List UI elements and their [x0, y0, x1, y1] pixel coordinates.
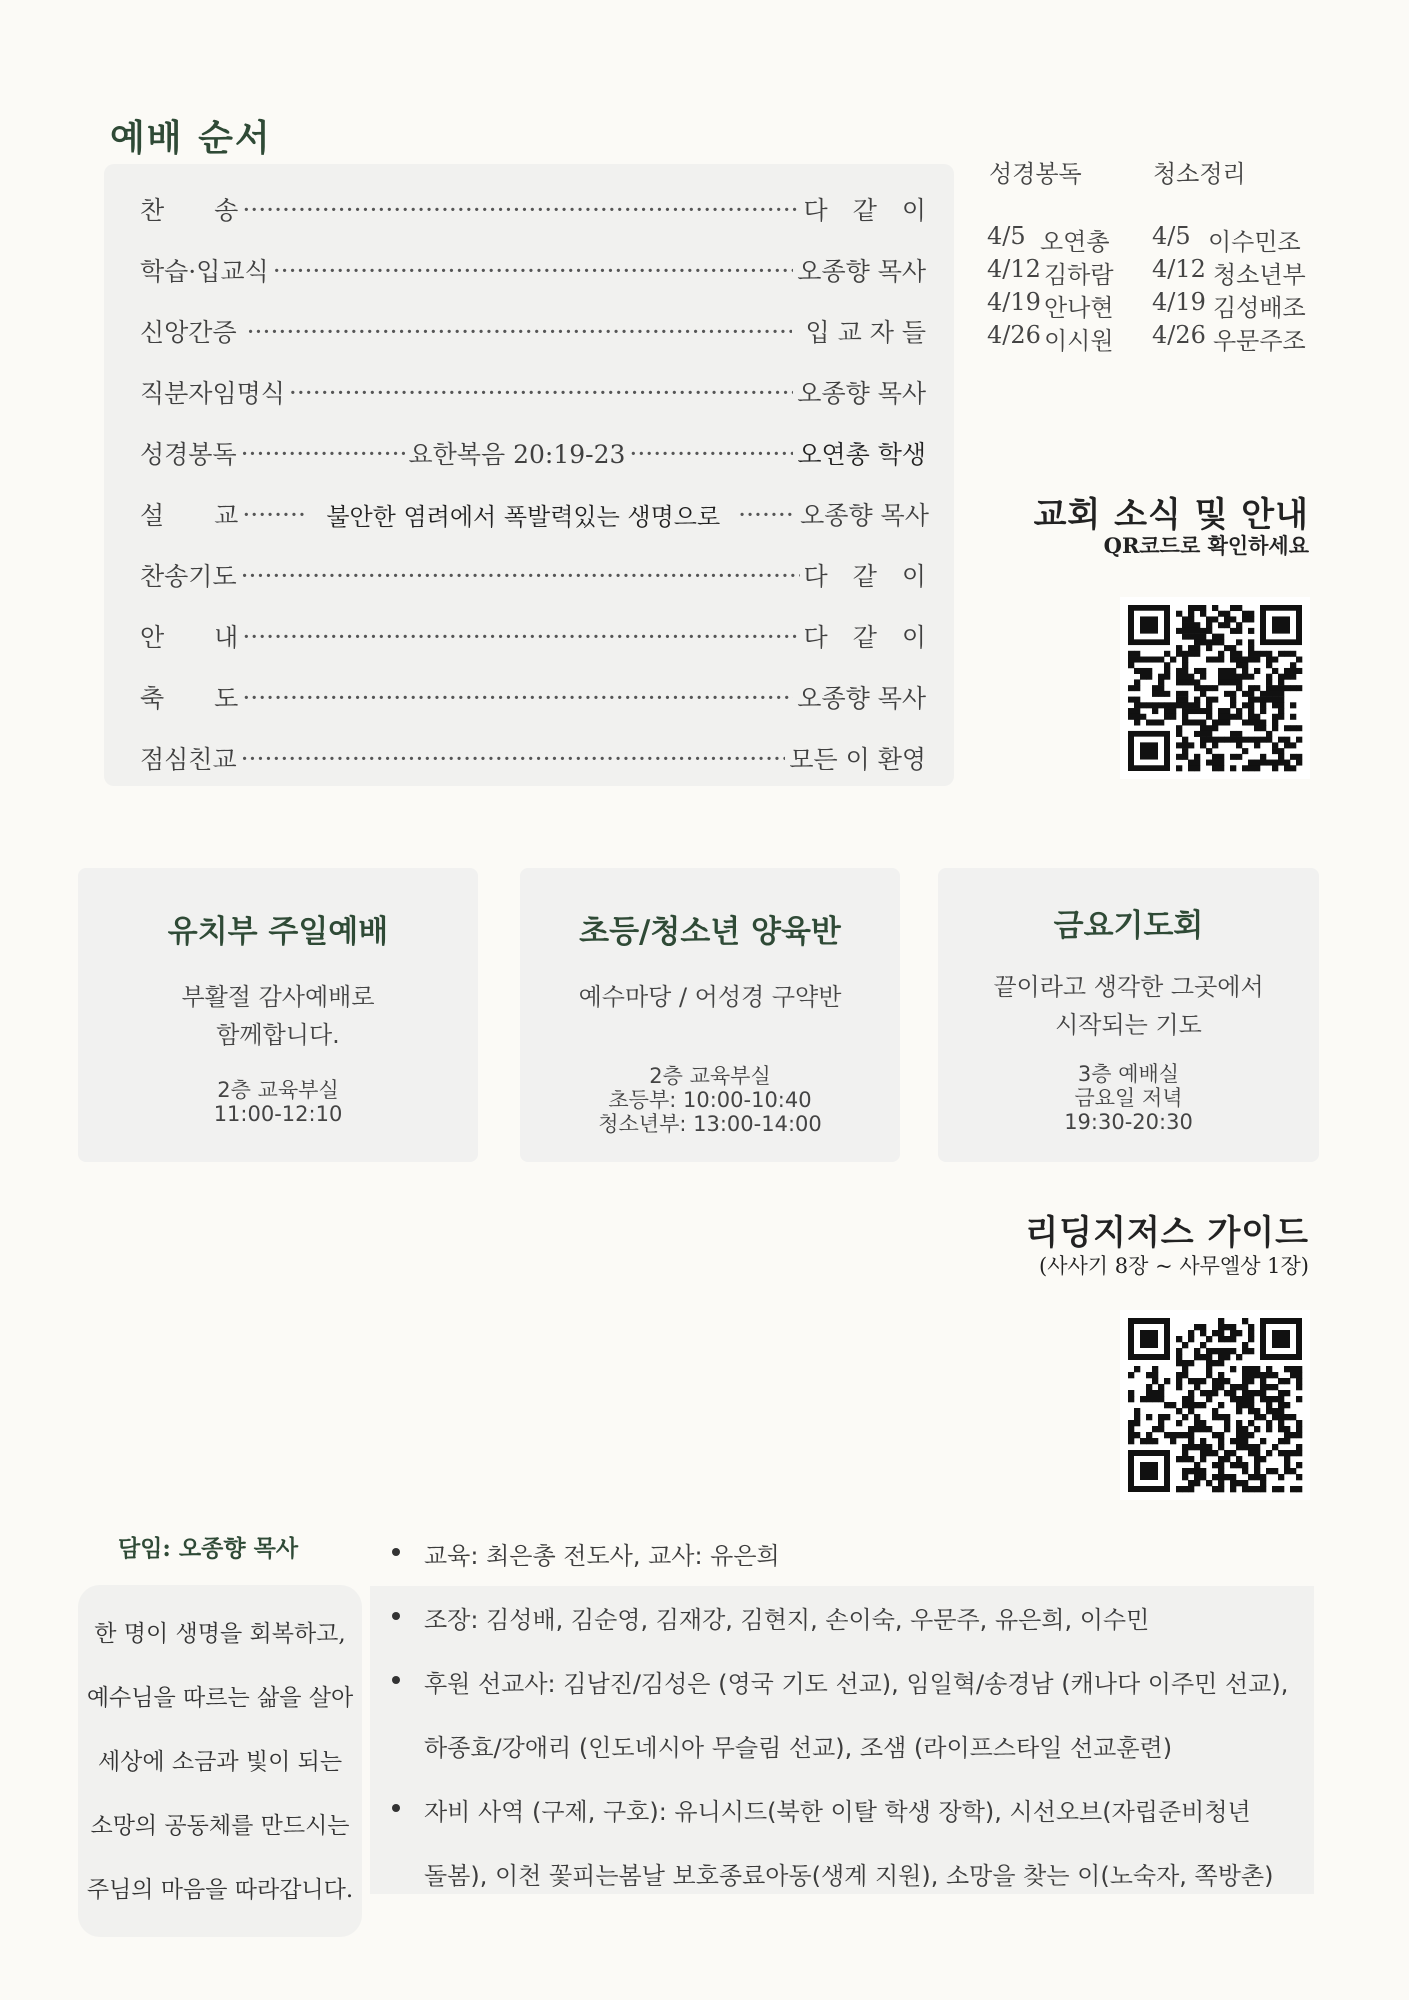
- bullet-icon: [392, 1676, 400, 1684]
- order-row: [140, 189, 926, 229]
- mercy-ministry-line: 돌봄), 이천 꽃피는봄날 보호종료아동(생계 지원), 소망을 찾는 이(노숙자, 쪽방촌): [424, 1862, 1274, 1890]
- order-passage: 요한복음 20:19-23: [408, 440, 626, 469]
- missionaries-line: 후원 선교사: 김남진/김성은 (영국 기도 선교), 임일혁/송경남 (캐나다 이주민 선교),: [424, 1670, 1289, 1698]
- order-row: [140, 433, 926, 473]
- card-title: 유치부 주일예배: [167, 914, 389, 950]
- church-news-subtitle: QR코드로 확인하세요: [1103, 533, 1309, 558]
- cleaning-date: 4/26: [1152, 321, 1206, 349]
- vision-line: 예수님을 따르는 삶을 살아: [86, 1685, 354, 1711]
- cleaning-header: 청소정리: [1153, 160, 1246, 188]
- order-label: 학습·입교식: [140, 257, 269, 286]
- kindergarten-card: [78, 868, 478, 1162]
- reading-header: 성경봉독: [989, 160, 1082, 188]
- cleaning-name: 이수민조: [1208, 228, 1301, 256]
- card-detail-line: 11:00-12:10: [213, 1102, 343, 1126]
- cleaning-date: 4/19: [1152, 288, 1206, 316]
- order-label: 점심친교: [140, 745, 237, 774]
- group-leaders: 조장: 김성배, 김순영, 김재강, 김현지, 손이숙, 우문주, 유은희, 이수민: [424, 1606, 1150, 1634]
- order-label: 신앙간증: [140, 318, 237, 347]
- card-title: 금요기도회: [1053, 908, 1204, 944]
- card-detail-line: 초등부: 10:00-10:40: [608, 1088, 812, 1112]
- reading-date: 4/12: [987, 255, 1041, 283]
- church-news-qr-code[interactable]: [1120, 597, 1310, 779]
- card-desc-line: 부활절 감사예배로: [181, 983, 375, 1011]
- order-row: [140, 738, 926, 778]
- card-detail-line: 19:30-20:30: [1064, 1110, 1193, 1134]
- order-row: [140, 494, 929, 534]
- cleaning-name: 청소년부: [1213, 261, 1306, 289]
- order-row: [140, 250, 926, 290]
- order-label: 축 도: [140, 684, 239, 713]
- order-label: 찬송기도: [140, 562, 237, 591]
- friday-prayer-card: [938, 868, 1319, 1162]
- card-title: 초등/청소년 양육반: [579, 914, 841, 950]
- reading-jesus-subtitle: (사사기 8장 ~ 사무엘상 1장): [1039, 1254, 1309, 1278]
- reading-name: 안나현: [1044, 294, 1114, 322]
- cleaning-date: 4/12: [1152, 255, 1206, 283]
- education-staff: 교육: 최은총 전도사, 교사: 유은희: [424, 1542, 780, 1570]
- vision-line: 세상에 소금과 빛이 되는: [97, 1749, 343, 1775]
- order-row: [140, 372, 926, 412]
- cleaning-name: 우문주조: [1213, 327, 1306, 355]
- order-value: 입 교 자 들: [805, 318, 926, 347]
- vision-line: 주님의 마음을 따라갑니다.: [86, 1877, 354, 1903]
- order-value: 다 같 이: [803, 562, 926, 591]
- card-detail-line: 청소년부: 13:00-14:00: [598, 1112, 822, 1136]
- order-value: 오연총 학생: [797, 440, 927, 469]
- reading-name: 오연총: [1040, 228, 1110, 256]
- reading-name: 김하람: [1044, 261, 1114, 289]
- cleaning-name: 김성배조: [1213, 294, 1306, 322]
- bullet-icon: [392, 1804, 400, 1812]
- card-detail-line: 금요일 저녁: [1074, 1086, 1183, 1110]
- youth-class-card: [520, 868, 900, 1162]
- reading-name: 이시원: [1044, 327, 1114, 355]
- order-label: 직분자임명식: [140, 379, 285, 408]
- order-value: 오종향 목사: [797, 379, 926, 408]
- vision-statement-panel: [78, 1585, 362, 1937]
- reading-jesus-qr-code[interactable]: [1120, 1310, 1310, 1500]
- cleaning-date: 4/5: [1152, 222, 1191, 250]
- order-value: 오종향 목사: [800, 501, 929, 530]
- bullet-icon: [392, 1612, 400, 1620]
- worship-order-title: 예배 순서: [110, 118, 272, 159]
- order-row: [140, 311, 926, 351]
- reading-date: 4/26: [987, 321, 1041, 349]
- card-desc-line: 끝이라고 생각한 그곳에서: [993, 973, 1264, 1001]
- bullet-icon: [392, 1548, 400, 1556]
- card-desc-line: 시작되는 기도: [1055, 1011, 1202, 1039]
- vision-line: 한 명이 생명을 회복하고,: [94, 1621, 346, 1647]
- mercy-ministry-line: 자비 사역 (구제, 구호): 유니시드(북한 이탈 학생 장학), 시선오브(자립준비청년: [424, 1798, 1251, 1826]
- card-desc-line: 함께합니다.: [216, 1021, 340, 1049]
- order-label: 설 교: [140, 501, 239, 530]
- pastor-label: 담임: 오종향 목사: [118, 1535, 299, 1562]
- card-detail-line: 3층 예배실: [1077, 1062, 1180, 1086]
- church-news-title: 교회 소식 및 안내: [1033, 495, 1309, 535]
- order-label: 성경봉독: [140, 440, 237, 469]
- card-detail-line: 2층 교육부실: [217, 1078, 339, 1102]
- reading-jesus-title: 리딩지저스 가이드: [1025, 1213, 1309, 1253]
- reading-date: 4/5: [987, 222, 1026, 250]
- order-value: 다 같 이: [803, 196, 926, 225]
- card-detail-line: 2층 교육부실: [649, 1064, 771, 1088]
- vision-line: 소망의 공동체를 만드시는: [90, 1813, 350, 1839]
- order-value: 오종향 목사: [797, 257, 926, 286]
- order-label: 찬 송: [140, 196, 239, 225]
- sermon-title: 불안한 염려에서 폭발력있는 생명으로: [326, 502, 721, 531]
- missionaries-line: 하종효/강애리 (인도네시아 무슬림 선교), 조샘 (라이프스타일 선교훈련): [424, 1734, 1173, 1762]
- order-value: 모든 이 환영: [789, 745, 926, 774]
- order-row: [140, 677, 926, 717]
- worship-order-panel: [104, 164, 954, 786]
- order-row: [140, 555, 926, 595]
- order-row: [140, 616, 926, 656]
- reading-date: 4/19: [987, 288, 1041, 316]
- order-value: 오종향 목사: [797, 684, 926, 713]
- card-desc-line: 예수마당 / 어성경 구약반: [578, 983, 842, 1011]
- order-label: 안 내: [140, 623, 239, 652]
- order-value: 다 같 이: [803, 623, 926, 652]
